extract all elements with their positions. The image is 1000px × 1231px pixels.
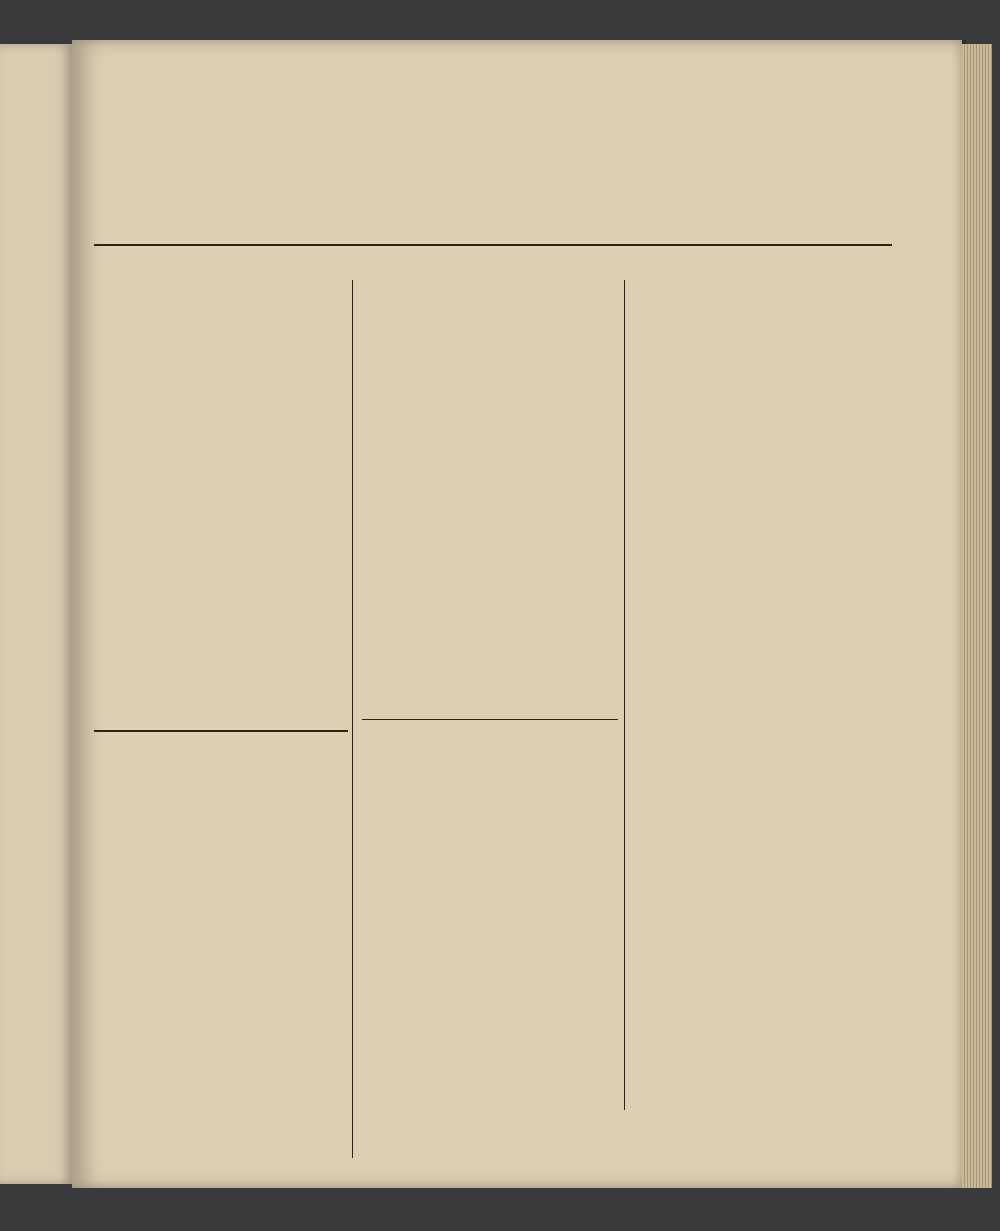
column-divider	[624, 280, 625, 1110]
book-edge	[962, 44, 992, 1188]
column-divider	[352, 280, 353, 1158]
newspaper-page	[72, 40, 962, 1188]
rule	[362, 719, 618, 720]
rule	[94, 730, 348, 732]
rule	[94, 244, 892, 246]
previous-page-edge	[0, 44, 72, 1184]
